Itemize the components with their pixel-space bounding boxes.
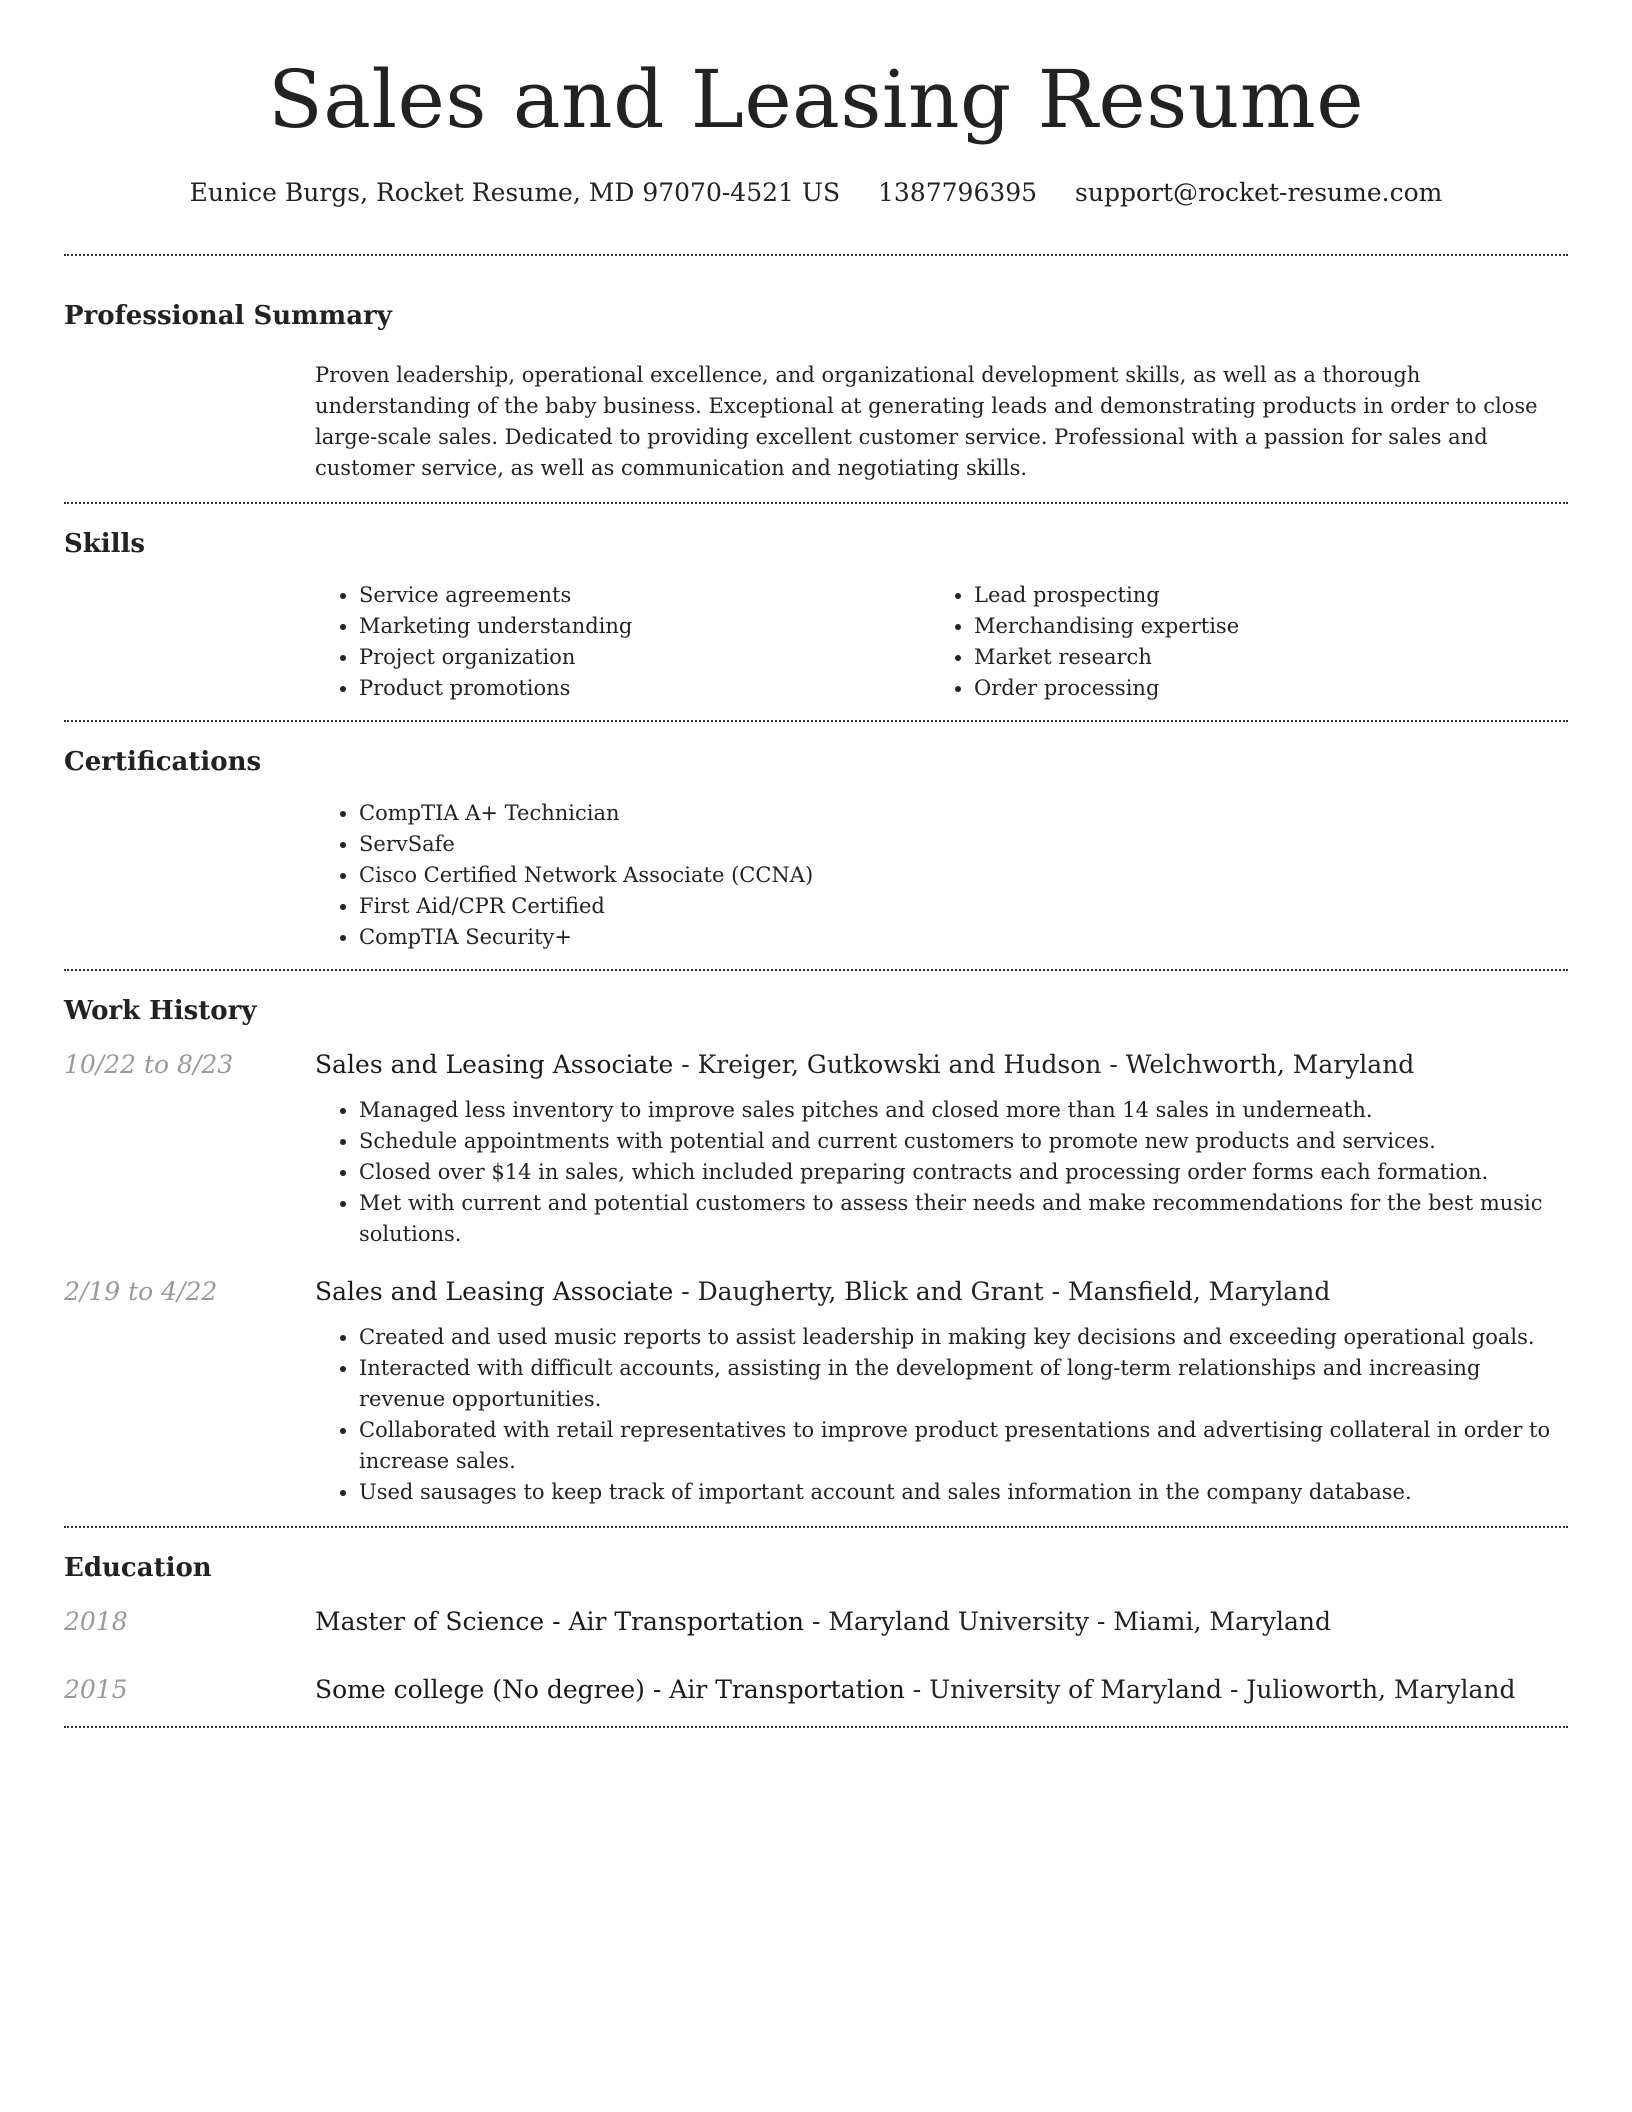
- skill-item: • Lead prospecting: [974, 580, 1545, 611]
- summary-section: [64, 298, 1568, 502]
- section-title-summary: Professional Summary: [64, 301, 392, 331]
- certification-item: • ServSafe: [359, 829, 1568, 860]
- education-entry: [64, 1604, 1568, 1640]
- divider: [64, 254, 1568, 256]
- section-title-education: Education: [64, 1553, 212, 1583]
- skill-item: • Order processing: [974, 673, 1545, 704]
- job-header: [64, 1047, 1568, 1083]
- job-company: - Kreiger, Gutkowski and Hudson - Welchworth, Maryland: [673, 1050, 1415, 1079]
- job-heading: [315, 1274, 1330, 1310]
- divider: [64, 1726, 1568, 1728]
- education-school: - University of Maryland - Julioworth, Maryland: [904, 1675, 1516, 1704]
- job-bullet: • Met with current and potential customers to assess their needs and make recommendations for the best music solutions.: [359, 1188, 1568, 1250]
- education-school: - Maryland University - Miami, Maryland: [804, 1607, 1331, 1636]
- job-company: - Daugherty, Blick and Grant - Mansfield, Maryland: [673, 1277, 1331, 1306]
- job-bullets: [315, 1095, 1568, 1250]
- job-bullet: • Collaborated with retail representatives to improve product presentations and advertising collateral in order to increase sales.: [359, 1415, 1568, 1477]
- job-dates: 10/22 to 8/23: [64, 1050, 234, 1079]
- divider: [64, 502, 1568, 504]
- job-bullet: • Created and used music reports to assist leadership in making key decisions and exceeding operational goals.: [359, 1322, 1568, 1353]
- skill-item: • Merchandising expertise: [974, 611, 1545, 642]
- job-heading: [315, 1047, 1414, 1083]
- job-role: Sales and Leasing Associate: [315, 1050, 674, 1079]
- contact-email[interactable]: support@rocket-resume.com: [1075, 178, 1443, 207]
- job-entry: [64, 1274, 1568, 1508]
- job-dates: 2/19 to 4/22: [64, 1277, 218, 1306]
- contact-address: Eunice Burgs, Rocket Resume, MD 97070-4521 US: [189, 178, 841, 207]
- job-header: [64, 1274, 1568, 1310]
- certifications-section: [64, 744, 1568, 969]
- education-heading: [315, 1604, 1331, 1640]
- skills-list-left: [315, 580, 930, 704]
- skill-item: • Service agreements: [359, 580, 930, 611]
- skill-item: • Product promotions: [359, 673, 930, 704]
- divider: [64, 720, 1568, 722]
- skills-list-right: [930, 580, 1545, 704]
- education-year: 2018: [64, 1607, 128, 1636]
- divider: [64, 969, 1568, 971]
- education-year: 2015: [64, 1675, 128, 1704]
- job-entry: [64, 1047, 1568, 1250]
- job-role: Sales and Leasing Associate: [315, 1277, 674, 1306]
- job-bullet: • Interacted with difficult accounts, assisting in the development of long-term relationships and increasing revenue opportunities.: [359, 1353, 1568, 1415]
- skill-item: • Project organization: [359, 642, 930, 673]
- contact-phone: 1387796395: [878, 178, 1038, 207]
- skills-grid: [315, 580, 1568, 720]
- skill-item: • Marketing understanding: [359, 611, 930, 642]
- skills-section: [64, 526, 1568, 720]
- job-bullet: • Schedule appointments with potential and current customers to promote new products and services.: [359, 1126, 1568, 1157]
- job-bullet: • Closed over $14 in sales, which included preparing contracts and processing order forms each formation.: [359, 1157, 1568, 1188]
- certification-item: • CompTIA Security+: [359, 922, 1568, 953]
- job-bullet: • Used sausages to keep track of important account and sales information in the company database.: [359, 1477, 1568, 1508]
- certification-item: • Cisco Certified Network Associate (CCNA): [359, 860, 1568, 891]
- section-title-skills: Skills: [64, 529, 146, 559]
- education-entry: [64, 1672, 1568, 1708]
- job-bullets: [315, 1322, 1568, 1508]
- education-degree: Some college (No degree) - Air Transportation: [315, 1675, 905, 1704]
- certification-item: • CompTIA A+ Technician: [359, 798, 1568, 829]
- education-degree: Master of Science - Air Transportation: [315, 1607, 805, 1636]
- education-heading: [315, 1672, 1516, 1708]
- certifications-block: [315, 798, 1568, 969]
- section-title-work: Work History: [64, 996, 257, 1026]
- certifications-list: [315, 798, 1568, 953]
- section-title-certifications: Certifications: [64, 747, 262, 777]
- job-bullet: • Managed less inventory to improve sales pitches and closed more than 14 sales in underneath.: [359, 1095, 1568, 1126]
- certification-item: • First Aid/CPR Certified: [359, 891, 1568, 922]
- contact-line: [64, 176, 1568, 210]
- education-section: [64, 1550, 1568, 1726]
- divider: [64, 1526, 1568, 1528]
- skill-item: • Market research: [974, 642, 1545, 673]
- resume-title: Sales and Leasing Resume: [267, 53, 1365, 146]
- work-history-section: [64, 993, 1568, 1526]
- summary-text: Proven leadership, operational excellence, and organizational development skills, as well as a thorough understanding of the baby business. Exceptional at generating leads and demonstrating products in order to close large-scale sales. Dedicated to providing excellent customer service. Professional with a passion for sales and customer service, as well as communication and negotiating skills.: [315, 363, 1538, 480]
